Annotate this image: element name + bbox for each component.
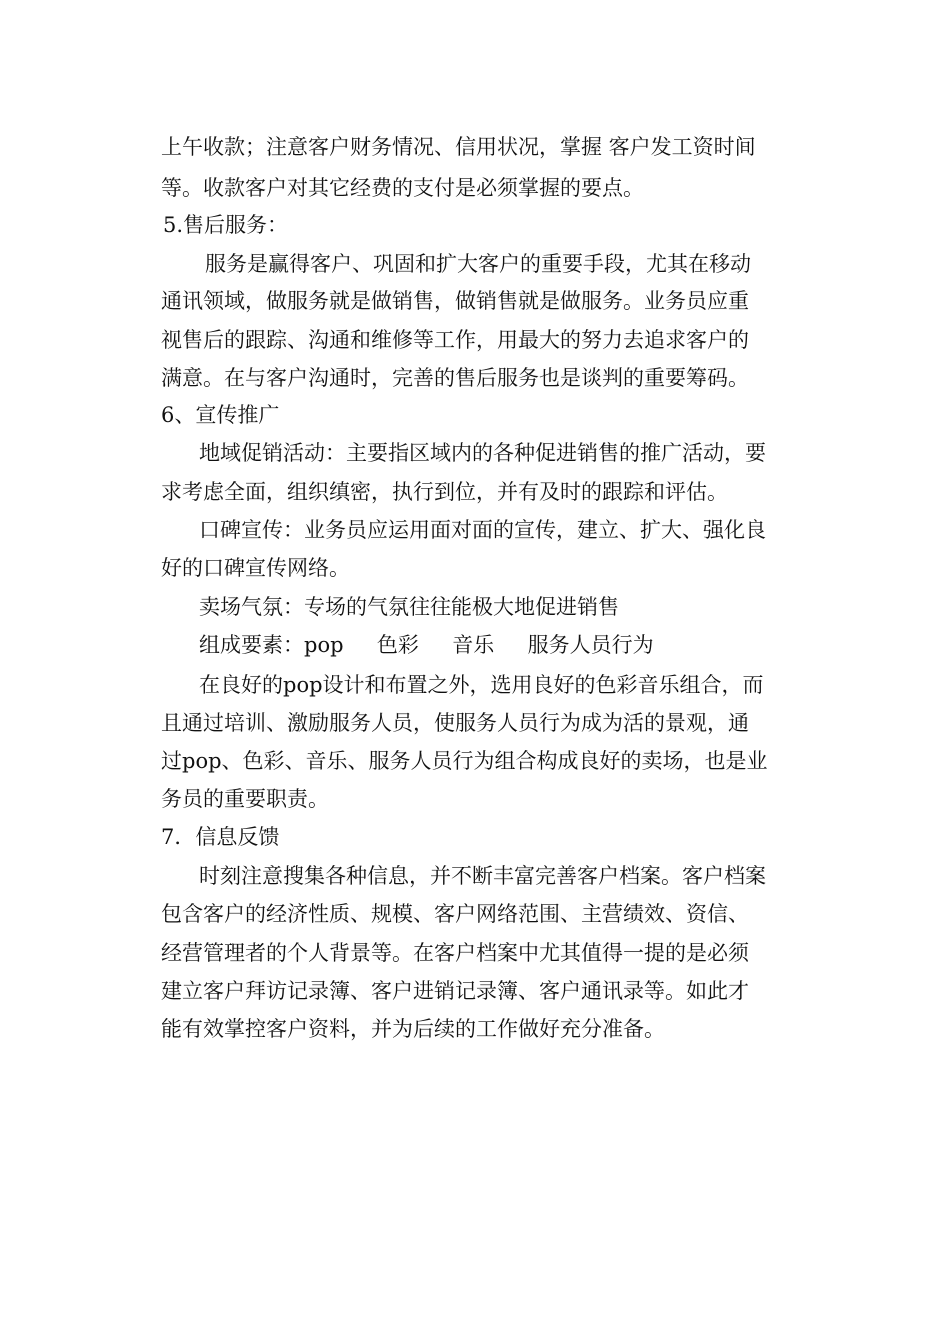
- paragraph-line: 卖场气氛：专场的气氛往往能极大地促进销售: [199, 595, 619, 619]
- paragraph-line: 求考虑全面，组织缜密，执行到位，并有及时的跟踪和评估。: [161, 480, 728, 504]
- paragraph-line: 上午收款；注意客户财务情况、信用状况，掌握 客户发工资时间: [161, 135, 756, 159]
- paragraph-line: 组成要素：pop 色彩 音乐 服务人员行为: [199, 633, 654, 657]
- paragraph-line: 经营管理者的个人背景等。在客户档案中尤其值得一提的是必须: [161, 941, 749, 965]
- section-heading: 6、宣传推广: [161, 403, 280, 427]
- paragraph-line: 务员的重要职责。: [161, 787, 329, 811]
- section-heading: 7．信息反馈: [161, 825, 280, 849]
- paragraph-line: 包含客户的经济性质、规模、客户网络范围、主营绩效、资信、: [161, 902, 749, 926]
- paragraph-line: 在良好的pop设计和布置之外，选用良好的色彩音乐组合，而: [199, 673, 764, 697]
- paragraph-line: 口碑宣传：业务员应运用面对面的宣传，建立、扩大、强化良: [199, 518, 766, 542]
- paragraph-line: 过pop、色彩、音乐、服务人员行为组合构成良好的卖场，也是业: [161, 749, 768, 773]
- paragraph-line: 且通过培训、激励服务人员，使服务人员行为成为活的景观，通: [161, 711, 749, 735]
- paragraph-line: 等。收款客户对其它经费的支付是必须掌握的要点。: [161, 176, 644, 200]
- paragraph-line: 建立客户拜访记录簿、客户进销记录簿、客户通讯录等。如此才: [161, 979, 749, 1003]
- paragraph-line: 通讯领域，做服务就是做销售，做销售就是做服务。业务员应重: [161, 289, 749, 313]
- section-heading: 5.售后服务：: [163, 213, 289, 237]
- paragraph-line: 能有效掌控客户资料，并为后续的工作做好充分准备。: [161, 1017, 665, 1041]
- paragraph-line: 视售后的跟踪、沟通和维修等工作，用最大的努力去追求客户的: [161, 328, 749, 352]
- paragraph-line: 满意。在与客户沟通时，完善的售后服务也是谈判的重要筹码。: [161, 366, 749, 390]
- paragraph-line: 服务是赢得客户、巩固和扩大客户的重要手段，尤其在移动: [205, 252, 751, 276]
- paragraph-line: 地域促销活动：主要指区域内的各种促进销售的推广活动，要: [199, 441, 766, 465]
- paragraph-line: 时刻注意搜集各种信息，并不断丰富完善客户档案。客户档案: [199, 864, 766, 888]
- paragraph-line: 好的口碑宣传网络。: [161, 556, 350, 580]
